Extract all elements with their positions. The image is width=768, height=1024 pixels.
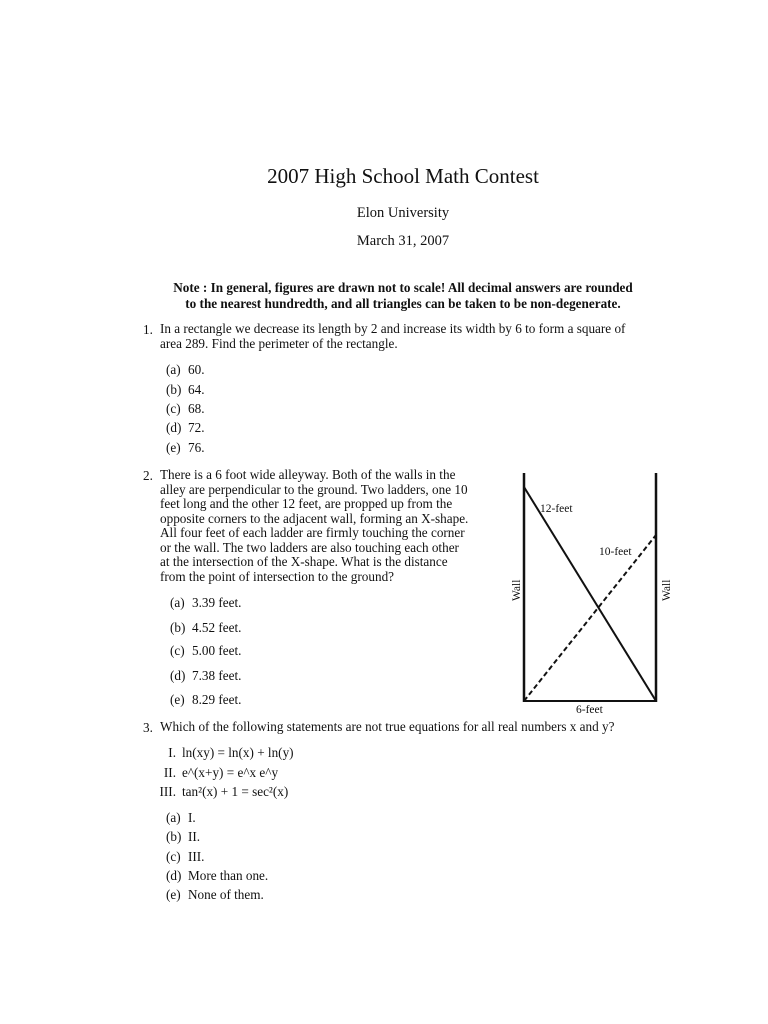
- institution: Elon University: [356, 205, 450, 221]
- question-2-line: There is a 6 foot wide alleyway. Both of the walls in the: [160, 467, 456, 482]
- label-right-wall: Wall: [661, 579, 673, 601]
- note: [130, 280, 676, 312]
- label-left-wall: Wall: [511, 579, 523, 601]
- question-2-option-d[interactable]: (d) 7.38 feet.: [170, 668, 242, 683]
- question-2-line: feet long and the other 12 feet, are propped up from the: [160, 496, 453, 511]
- ladder-12-feet: [524, 487, 656, 701]
- question-1-option-c[interactable]: (c) 68.: [166, 401, 205, 416]
- question-2-line: All four feet of each ladder are firmly touching the corner: [160, 525, 465, 540]
- question-2-number: 2.: [143, 468, 153, 483]
- statement-3: III. tan²(x) + 1 = sec²(x): [159, 784, 289, 799]
- question-1-text: [160, 322, 700, 351]
- ladder-10-feet: [524, 535, 656, 701]
- note-line-1: Note : In general, figures are drawn not to scale! All decimal answers are rounded: [173, 280, 633, 295]
- question-1-option-e[interactable]: (e) 76.: [166, 440, 205, 455]
- label-10-feet: 10-feet: [599, 546, 632, 558]
- question-3-option-a[interactable]: (a) I.: [166, 810, 196, 825]
- question-1-line: area 289. Find the perimeter of the rectangle.: [160, 335, 398, 351]
- statement-2: II. e^(x+y) = e^x e^y: [163, 765, 279, 780]
- question-3-option-d[interactable]: (d) More than one.: [166, 868, 269, 883]
- label-12-feet: 12-feet: [540, 503, 573, 515]
- question-2-line: from the point of intersection to the ground?: [160, 568, 395, 584]
- question-2-option-c[interactable]: (c) 5.00 feet.: [170, 643, 242, 658]
- question-2-line: or the wall. The two ladders are also touching each other: [160, 539, 459, 555]
- question-3-option-c[interactable]: (c) III.: [166, 849, 205, 864]
- question-2-option-a[interactable]: (a) 3.39 feet.: [170, 595, 242, 610]
- question-2-line: opposite corners to the adjacent wall, forming an X-shape.: [160, 510, 469, 526]
- question-1-option-a[interactable]: (a) 60.: [166, 362, 205, 377]
- statement-1: I. ln(xy) = ln(x) + ln(y): [168, 745, 294, 760]
- question-2-option-e[interactable]: (e) 8.29 feet.: [170, 692, 242, 707]
- note-line-2: to the nearest hundredth, and all triangles can be taken to be non-degenerate.: [185, 296, 621, 311]
- question-2-line: alley are perpendicular to the ground. Two ladders, one 10: [160, 481, 468, 497]
- page-title: 2007 High School Math Contest: [267, 164, 539, 188]
- question-3-text: Which of the following statements are not true equations for all real numbers x and y?: [160, 719, 615, 734]
- question-3-option-e[interactable]: (e) None of them.: [166, 887, 264, 902]
- question-2-text: [160, 468, 500, 584]
- label-6-feet: 6-feet: [576, 704, 603, 716]
- question-3-number: 3.: [143, 720, 153, 735]
- question-2-option-b[interactable]: (b) 4.52 feet.: [170, 620, 242, 635]
- question-3-option-b[interactable]: (b) II.: [166, 829, 201, 844]
- question-2-line: at the intersection of the X-shape. What is the distance: [160, 554, 448, 569]
- contest-date: March 31, 2007: [356, 233, 450, 249]
- question-1-line: In a rectangle we decrease its length by 2 and increase its width by 6 to form a square of: [160, 321, 626, 336]
- ladder-figure: [500, 465, 690, 720]
- question-1-option-b[interactable]: (b) 64.: [166, 382, 205, 397]
- question-1-number: 1.: [143, 322, 153, 337]
- question-1-option-d[interactable]: (d) 72.: [166, 420, 205, 435]
